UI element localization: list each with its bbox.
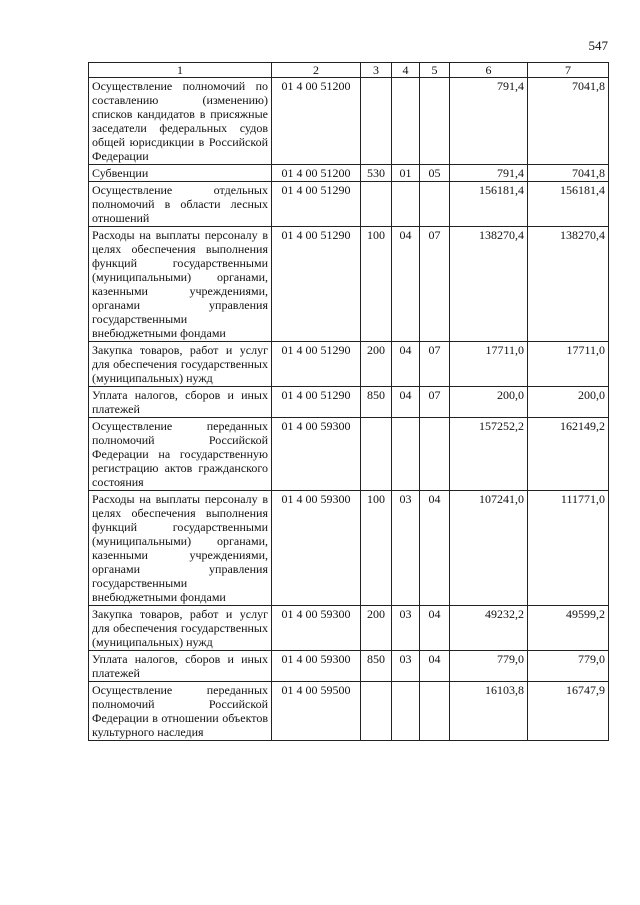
- row-value-1-cell: 779,0: [450, 651, 528, 682]
- row-value-2-cell: 111771,0: [528, 491, 609, 606]
- row-code-cell: 01 4 00 59300: [272, 651, 361, 682]
- row-rz-cell: [392, 418, 420, 491]
- table-row: [89, 78, 609, 165]
- row-pr-cell: 07: [420, 342, 450, 387]
- row-value-2-cell: 7041,8: [528, 78, 609, 165]
- row-code-cell: 01 4 00 51200: [272, 78, 361, 165]
- column-header-4: 4: [392, 63, 420, 78]
- row-name-cell: Осуществление переданных полномочий Российской Федерации в отношении объектов культурного наследия: [89, 682, 272, 741]
- row-name-cell: Расходы на выплаты персоналу в целях обеспечения выполнения функций государственными (муниципальными) органами, казенными учреждениями, органами управления государственными внебюджетными фондами: [89, 491, 272, 606]
- row-rz-cell: 04: [392, 342, 420, 387]
- row-vr-cell: 100: [361, 491, 392, 606]
- row-value-2-cell: 200,0: [528, 387, 609, 418]
- row-value-2-cell: 7041,8: [528, 165, 609, 182]
- row-vr-cell: [361, 682, 392, 741]
- table-row: [89, 182, 609, 227]
- row-code-cell: 01 4 00 51290: [272, 182, 361, 227]
- row-vr-cell: [361, 182, 392, 227]
- row-name-cell: Расходы на выплаты персоналу в целях обеспечения выполнения функций государственными (муниципальными) органами, казенными учреждениями, органами управления государственными внебюджетными фондами: [89, 227, 272, 342]
- row-rz-cell: 04: [392, 387, 420, 418]
- row-code-cell: 01 4 00 51290: [272, 342, 361, 387]
- row-pr-cell: 07: [420, 227, 450, 342]
- row-value-1-cell: 200,0: [450, 387, 528, 418]
- row-value-1-cell: 17711,0: [450, 342, 528, 387]
- row-value-2-cell: 162149,2: [528, 418, 609, 491]
- row-rz-cell: 03: [392, 651, 420, 682]
- row-value-1-cell: 138270,4: [450, 227, 528, 342]
- table-row: [89, 606, 609, 651]
- row-rz-cell: 03: [392, 491, 420, 606]
- row-rz-cell: [392, 682, 420, 741]
- column-header-5: 5: [420, 63, 450, 78]
- row-name-cell: Уплата налогов, сборов и иных платежей: [89, 651, 272, 682]
- row-value-2-cell: 156181,4: [528, 182, 609, 227]
- table-row: [89, 682, 609, 741]
- row-pr-cell: 07: [420, 387, 450, 418]
- row-vr-cell: 200: [361, 342, 392, 387]
- row-value-2-cell: 17711,0: [528, 342, 609, 387]
- row-pr-cell: [420, 182, 450, 227]
- table-row: [89, 165, 609, 182]
- header-row: [89, 63, 609, 78]
- row-pr-cell: [420, 78, 450, 165]
- row-value-1-cell: 49232,2: [450, 606, 528, 651]
- row-value-1-cell: 156181,4: [450, 182, 528, 227]
- row-name-cell: Уплата налогов, сборов и иных платежей: [89, 387, 272, 418]
- row-vr-cell: [361, 418, 392, 491]
- table-row: [89, 491, 609, 606]
- row-pr-cell: 04: [420, 606, 450, 651]
- row-code-cell: 01 4 00 59300: [272, 606, 361, 651]
- table-row: [89, 418, 609, 491]
- row-pr-cell: [420, 682, 450, 741]
- row-value-2-cell: 138270,4: [528, 227, 609, 342]
- budget-table: [88, 62, 609, 741]
- column-header-2: 2: [272, 63, 361, 78]
- row-vr-cell: 850: [361, 651, 392, 682]
- row-pr-cell: 04: [420, 491, 450, 606]
- row-code-cell: 01 4 00 59500: [272, 682, 361, 741]
- row-code-cell: 01 4 00 59300: [272, 418, 361, 491]
- row-vr-cell: 530: [361, 165, 392, 182]
- row-code-cell: 01 4 00 51200: [272, 165, 361, 182]
- table-body: [89, 78, 609, 741]
- row-value-1-cell: 791,4: [450, 165, 528, 182]
- row-vr-cell: 850: [361, 387, 392, 418]
- table-row: [89, 342, 609, 387]
- page-number: 547: [588, 38, 608, 53]
- table-row: [89, 227, 609, 342]
- row-rz-cell: 01: [392, 165, 420, 182]
- row-rz-cell: 03: [392, 606, 420, 651]
- row-value-1-cell: 107241,0: [450, 491, 528, 606]
- row-rz-cell: [392, 78, 420, 165]
- row-code-cell: 01 4 00 59300: [272, 491, 361, 606]
- row-pr-cell: [420, 418, 450, 491]
- row-vr-cell: [361, 78, 392, 165]
- row-name-cell: Осуществление полномочий по составлению (изменению) списков кандидатов в присяжные заседатели федеральных судов общей юрисдикции в Российской Федерации: [89, 78, 272, 165]
- row-name-cell: Закупка товаров, работ и услуг для обеспечения государственных (муниципальных) нужд: [89, 606, 272, 651]
- row-name-cell: Осуществление отдельных полномочий в области лесных отношений: [89, 182, 272, 227]
- row-value-1-cell: 157252,2: [450, 418, 528, 491]
- row-value-1-cell: 791,4: [450, 78, 528, 165]
- column-header-6: 6: [450, 63, 528, 78]
- row-rz-cell: [392, 182, 420, 227]
- table-row: [89, 651, 609, 682]
- row-code-cell: 01 4 00 51290: [272, 227, 361, 342]
- row-name-cell: Закупка товаров, работ и услуг для обеспечения государственных (муниципальных) нужд: [89, 342, 272, 387]
- row-value-2-cell: 779,0: [528, 651, 609, 682]
- row-vr-cell: 200: [361, 606, 392, 651]
- row-value-1-cell: 16103,8: [450, 682, 528, 741]
- column-header-7: 7: [528, 63, 609, 78]
- row-pr-cell: 04: [420, 651, 450, 682]
- row-value-2-cell: 49599,2: [528, 606, 609, 651]
- row-name-cell: Осуществление переданных полномочий Российской Федерации на государственную регистрацию актов гражданского состояния: [89, 418, 272, 491]
- table-row: [89, 387, 609, 418]
- row-vr-cell: 100: [361, 227, 392, 342]
- row-name-cell: Субвенции: [89, 165, 272, 182]
- column-header-3: 3: [361, 63, 392, 78]
- row-value-2-cell: 16747,9: [528, 682, 609, 741]
- column-header-1: 1: [89, 63, 272, 78]
- row-code-cell: 01 4 00 51290: [272, 387, 361, 418]
- row-pr-cell: 05: [420, 165, 450, 182]
- row-rz-cell: 04: [392, 227, 420, 342]
